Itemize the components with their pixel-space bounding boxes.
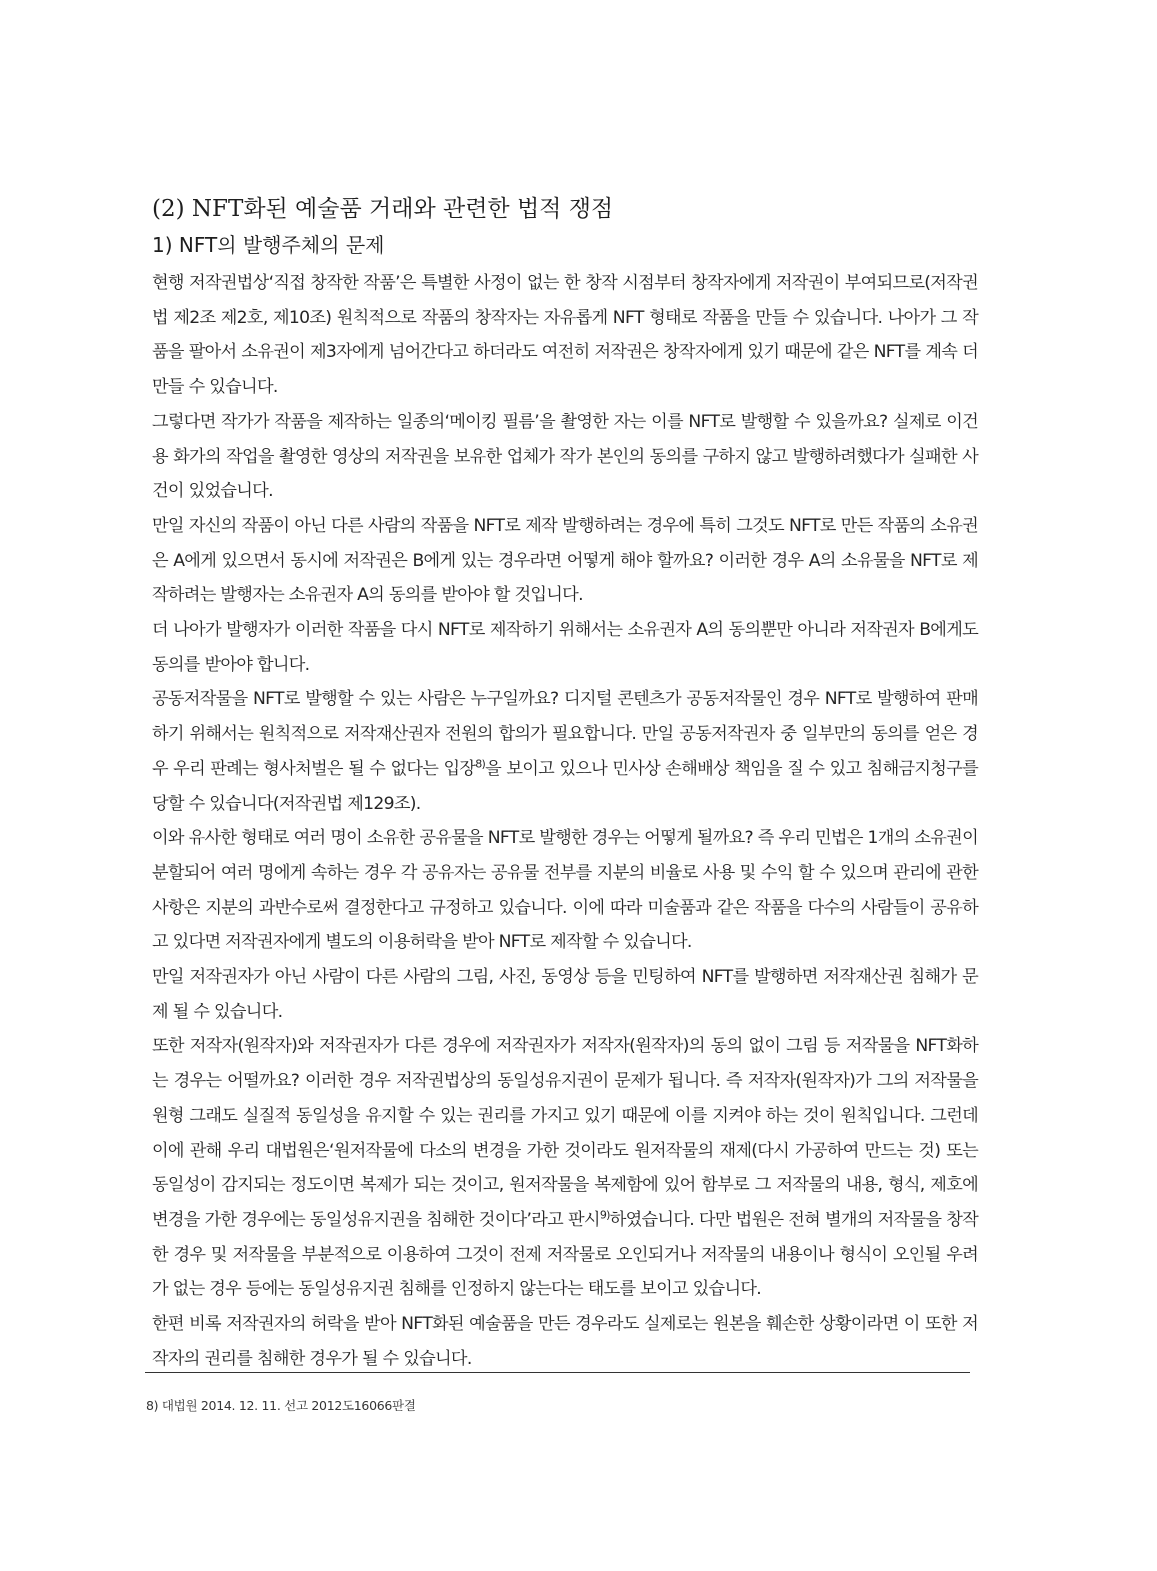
- paragraph-8-text-after: 하였습니다. 다만 법원은 전혀 별개의 저작물을 창작한 경우 및 저작물을 부분적으로 이용하여 그것이 전제 저작물로 오인되거나 저작물의 내용이나 형식이 오인될 우려가 없는 경우 등에는 동일성유지권 침해를 인정하지 않는다는 태도를 보이고 있습니다.: [152, 1209, 978, 1300]
- paragraph-9: 한편 비록 저작권자의 허락을 받아 NFT화된 예술품을 만든 경우라도 실제로는 원본을 훼손한 상황이라면 이 또한 저작자의 권리를 침해한 경우가 될 수 있습니다.: [152, 1314, 978, 1369]
- footnote-8: 8) 대법원 2014. 12. 11. 선고 2012도16066판결: [146, 1398, 416, 1413]
- paragraph-7: 만일 저작권자가 아닌 사람이 다른 사람의 그림, 사진, 동영상 등을 민팅하여 NFT를 발행하면 저작재산권 침해가 문제 될 수 있습니다.: [152, 967, 978, 1022]
- paragraph-1: 현행 저작권법상‘직접 창작한 작품’은 특별한 사정이 없는 한 창작 시점부터 창작자에게 저작권이 부여되므로(저작권법 제2조 제2호, 제10조) 원칙적으로 작품의 창작자는 자유롭게 NFT 형태로 작품을 만들 수 있습니다. 나아가 그 작품을 팔아서 소유권이 제3자에게 넘어간다고 하더라도 여전히 저작권은 창작자에게 있기 때문에 같은 NFT를 계속 더 만들 수 있습니다.: [152, 273, 978, 398]
- paragraph-5: [152, 682, 978, 821]
- paragraph-4: 더 나아가 발행자가 이러한 작품을 다시 NFT로 제작하기 위해서는 소유권자 A의 동의뿐만 아니라 저작권자 B에게도 동의를 받아야 합니다.: [152, 620, 978, 675]
- paragraph-8: [152, 1029, 978, 1307]
- paragraph-5-text-before: 공동저작물을 NFT로 발행할 수 있는 사람은 누구일까요? 디지털 콘텐츠가 공동저작물인 경우 NFT로 발행하여 판매하기 위해서는 원칙적으로 저작재산권자 전원의 합의가 필요합니다. 만일 공동저작권자 중 일부만의 동의를 얻은 경우 우리 판례는 형사처벌은 될 수 없다는 입장: [152, 689, 978, 779]
- footnote-ref-9: 9): [599, 1208, 610, 1222]
- section-title: (2) NFT화된 예술품 거래와 관련한 법적 쟁점: [152, 196, 614, 222]
- paragraph-5-text-after: 을 보이고 있으나 민사상 손해배상 책임을 질 수 있고 침해금지청구를 당할 수 있습니다(저작권법 제129조).: [152, 758, 978, 814]
- paragraph-8-text-before: 또한 저작자(원작자)와 저작권자가 다른 경우에 저작권자가 저작자(원작자)의 동의 없이 그림 등 저작물을 NFT화하는 경우는 어떨까요? 이러한 경우 저작권법상의 동일성유지권이 문제가 됩니다. 즉 저작자(원작자)가 그의 저작물을 원형 그래도 실질적 동일성을 유지할 수 있는 권리를 가지고 있기 때문에 이를 지켜야 하는 것이 원칙입니다. 그런데 이에 관해 우리 대법원은‘원저작물에 다소의 변경을 가한 것이라도 원저작물의 재제(다시 가공하여 만드는 것) 또는 동일성이 감지되는 정도이면 복제가 되는 것이고, 원저작물을 복제함에 있어 함부로 그 저작물의 내용, 형식, 제호에 변경을 가한 경우에는 동일성유지권을 침해한 것이다’라고 판시: [152, 1036, 978, 1230]
- subsection-title: 1) NFT의 발행주체의 문제: [152, 233, 385, 257]
- footnote-divider: [145, 1372, 970, 1373]
- paragraph-6: 이와 유사한 형태로 여러 명이 소유한 공유물을 NFT로 발행한 경우는 어떻게 될까요? 즉 우리 민법은 1개의 소유권이 분할되어 여러 명에게 속하는 경우 각 공유자는 공유물 전부를 지분의 비율로 사용 및 수익 할 수 있으며 관리에 관한 사항은 지분의 과반수로써 결정한다고 규정하고 있습니다. 이에 따라 미술품과 같은 작품을 다수의 사람들이 공유하고 있다면 저작권자에게 별도의 이용허락을 받아 NFT로 제작할 수 있습니다.: [152, 828, 978, 953]
- footnote-ref-8: 8): [475, 757, 486, 771]
- paragraph-3: 만일 자신의 작품이 아닌 다른 사람의 작품을 NFT로 제작 발행하려는 경우에 특히 그것도 NFT로 만든 작품의 소유권은 A에게 있으면서 동시에 저작권은 B에게 있는 경우라면 어떻게 해야 할까요? 이러한 경우 A의 소유물을 NFT로 제작하려는 발행자는 소유권자 A의 동의를 받아야 할 것입니다.: [152, 515, 978, 606]
- paragraph-2: 그렇다면 작가가 작품을 제작하는 일종의‘메이킹 필름’을 촬영한 자는 이를 NFT로 발행할 수 있을까요? 실제로 이건용 화가의 작업을 촬영한 영상의 저작권을 보유한 업체가 작가 본인의 동의를 구하지 않고 발행하려했다가 실패한 사건이 있었습니다.: [152, 411, 978, 502]
- body-text: [152, 266, 978, 1377]
